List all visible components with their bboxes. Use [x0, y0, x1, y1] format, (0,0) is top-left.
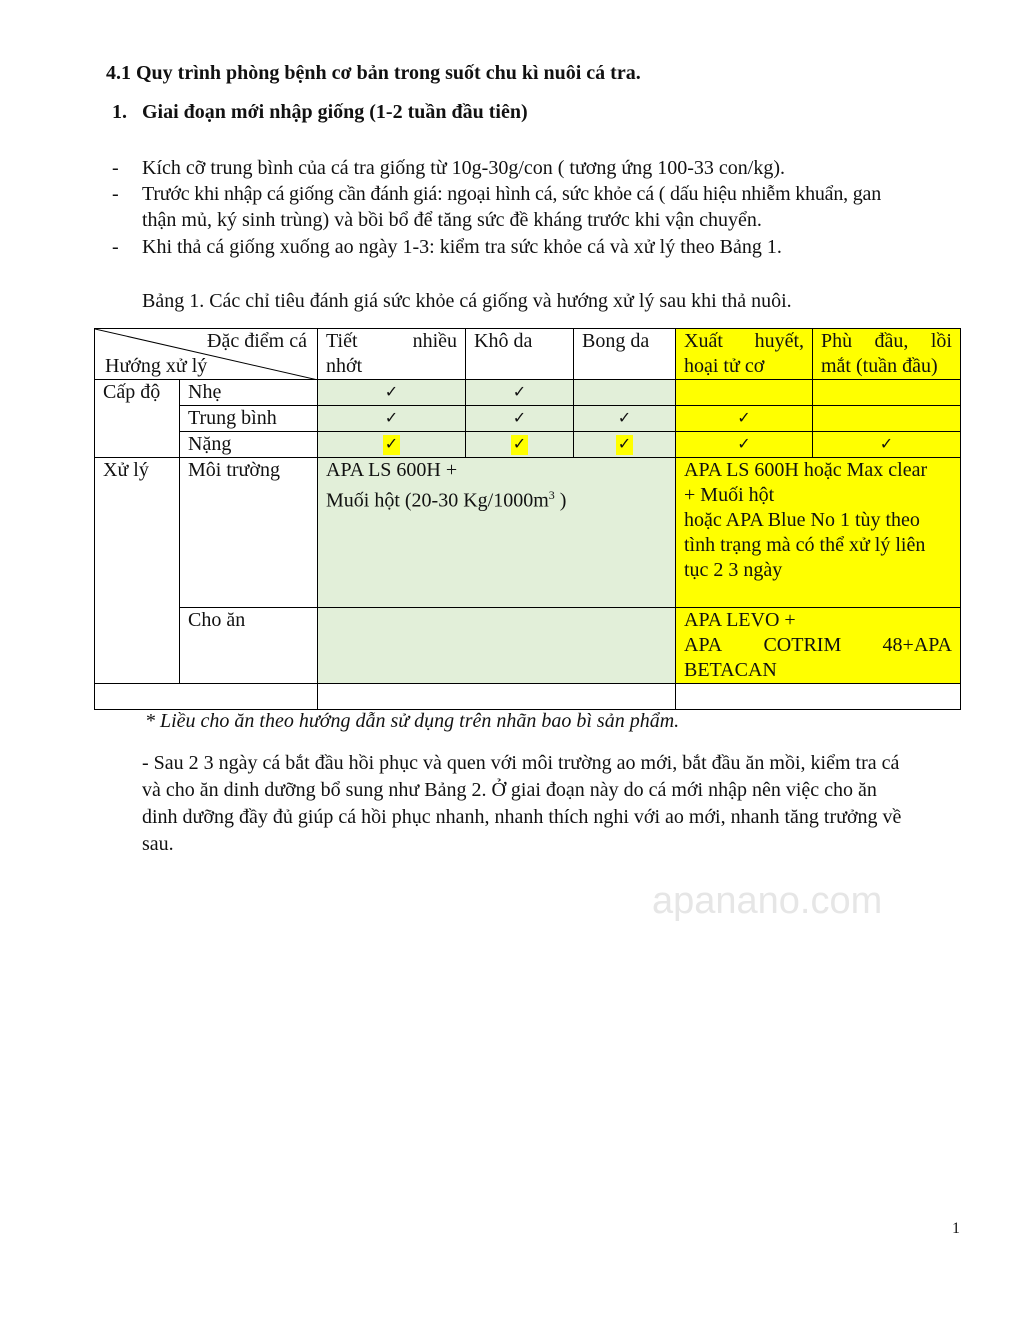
- check-mark: ✓: [384, 410, 399, 427]
- header-word: Xuất: [684, 330, 723, 352]
- treatment-line: hoặc APA Blue No 1 tùy theo: [684, 509, 920, 531]
- check-mark: ✓: [879, 436, 894, 453]
- header-bong-da: Bong da: [574, 329, 676, 380]
- empty-cell: [95, 684, 318, 710]
- feeding-label: Cho ăn: [180, 608, 318, 684]
- level-label-cell: Cấp độ: [95, 380, 180, 458]
- stage-heading: [112, 101, 528, 124]
- check-cell: [813, 406, 961, 432]
- treatment-line: APA LS 600H hoặc Max clear: [684, 459, 928, 481]
- check-cell: [676, 406, 813, 432]
- header-word: Tiết: [326, 330, 358, 352]
- stage-title: Giai đoạn mới nhập giống (1-2 tuần đầu tiên): [142, 101, 528, 123]
- check-mark: ✓: [512, 410, 527, 427]
- treatment-text: Muối hột (20-30 Kg/1000m: [326, 489, 549, 512]
- treatment-line: + Muối hột: [684, 484, 775, 506]
- treatment-text: ): [554, 489, 567, 512]
- assessment-table: [94, 328, 961, 710]
- bullet-item: Khi thả cá giống xuống ao ngày 1-3: kiểm tra sức khỏe cá và xử lý theo Bảng 1.: [142, 236, 782, 258]
- level-row-nhe: [95, 380, 961, 406]
- corner-top-label: Đặc điểm cá: [207, 330, 307, 352]
- treatment-line: [684, 633, 952, 658]
- treatment-line: APA LEVO +: [684, 609, 796, 631]
- check-mark: ✓: [512, 384, 527, 401]
- page-number: 1: [952, 1220, 960, 1237]
- header-word: huyết,: [754, 330, 804, 352]
- bullet-line: thận mủ, ký sinh trùng) và bồi bổ để tăng sức đề kháng trước khi vận chuyển.: [142, 209, 762, 231]
- table-header-row: [95, 329, 961, 380]
- check-cell: [466, 406, 574, 432]
- paragraph-line: dinh dưỡng đầy đủ giúp cá hồi phục nhanh, nhanh thích nghi với ao mới, nhanh tăng trưởng về: [142, 806, 902, 828]
- check-cell: [574, 380, 676, 406]
- level-row-trung-binh: [95, 406, 961, 432]
- watermark: apanano.com: [652, 880, 883, 922]
- check-cell: [813, 380, 961, 406]
- check-cell: [318, 432, 466, 458]
- check-cell: [466, 432, 574, 458]
- check-mark: ✓: [737, 436, 751, 453]
- check-cell: [466, 380, 574, 406]
- paragraph-line: và cho ăn dinh dưỡng bổ sung như Bảng 2. Ở giai đoạn này do cá mới nhập nên việc cho ăn: [142, 779, 877, 801]
- level-row-nang: [95, 432, 961, 458]
- bullet-line: Trước khi nhập cá giống cần đánh giá: ngoại hình cá, sức khỏe cá ( dấu hiệu nhiễm khuẩn, gan: [142, 183, 882, 205]
- header-line: mắt (tuần đầu): [821, 355, 938, 377]
- header-tiet-nhieu-nhot: [318, 329, 466, 380]
- treatment-word: COTRIM: [763, 634, 842, 656]
- check-cell: [318, 380, 466, 406]
- bullet-dash: -: [112, 183, 119, 205]
- paragraph-line: sau.: [142, 833, 174, 855]
- superscript: 3: [548, 488, 555, 502]
- bullet-dash: -: [112, 236, 119, 258]
- header-line: [821, 329, 952, 354]
- environment-row: [95, 458, 961, 608]
- bullet-item: Kích cỡ trung bình của cá tra giống từ 10g-30g/con ( tương ứng 100-33 con/kg).: [142, 157, 785, 179]
- section-title: 4.1 Quy trình phòng bệnh cơ bản trong suốt chu kì nuôi cá tra.: [106, 62, 641, 84]
- empty-cell: [318, 684, 676, 710]
- header-word: lồi: [930, 330, 952, 352]
- treatment-line: BETACAN: [684, 659, 777, 681]
- check-mark: ✓: [617, 436, 632, 453]
- header-line: [326, 329, 457, 354]
- recovery-paragraph: [142, 750, 960, 858]
- check-mark: ✓: [384, 384, 399, 401]
- stage-number: 1.: [112, 101, 127, 123]
- feeding-severe-treatment: [676, 608, 961, 684]
- paragraph-line: - Sau 2 3 ngày cá bắt đầu hồi phục và quen với môi trường ao mới, bắt đầu ăn mồi, kiểm tra cá: [142, 752, 900, 774]
- check-cell: [676, 432, 813, 458]
- treatment-word: 48+APA: [882, 634, 952, 656]
- level-name: Nhẹ: [180, 380, 318, 406]
- check-cell: [318, 406, 466, 432]
- check-mark: ✓: [512, 436, 527, 453]
- corner-bottom-label: Hướng xử lý: [105, 355, 208, 377]
- check-cell: [813, 432, 961, 458]
- treatment-label-cell: Xử lý: [95, 458, 180, 684]
- environment-severe-treatment: [676, 458, 961, 608]
- check-cell: [574, 406, 676, 432]
- check-mark: ✓: [737, 410, 751, 427]
- environment-label: Môi trường: [180, 458, 318, 608]
- environment-mild-treatment: [318, 458, 676, 608]
- header-word: Phù: [821, 330, 853, 352]
- header-line: hoại tử cơ: [684, 355, 765, 377]
- table-caption: Bảng 1. Các chỉ tiêu đánh giá sức khỏe cá giống và hướng xử lý sau khi thả nuôi.: [142, 290, 792, 312]
- treatment-word: APA: [684, 634, 723, 656]
- header-kho-da: Khô da: [466, 329, 574, 380]
- bullet-item: [142, 181, 962, 233]
- treatment-line: APA LS 600H +: [326, 459, 458, 481]
- header-xuat-huyet: [676, 329, 813, 380]
- header-phu-dau: [813, 329, 961, 380]
- feeding-row: [95, 608, 961, 684]
- bullet-dash: -: [112, 157, 119, 179]
- level-name: Nặng: [180, 432, 318, 458]
- treatment-line: tình trạng mà có thể xử lý liên: [684, 534, 926, 556]
- level-name: Trung bình: [180, 406, 318, 432]
- header-line: [684, 329, 804, 354]
- corner-header-cell: [95, 329, 318, 380]
- empty-row: [95, 684, 961, 710]
- check-cell: [574, 432, 676, 458]
- check-mark: ✓: [384, 436, 399, 453]
- treatment-line: [326, 483, 667, 514]
- header-line: nhớt: [326, 355, 363, 377]
- check-cell: [676, 380, 813, 406]
- empty-cell: [676, 684, 961, 710]
- header-word: nhiều: [412, 330, 457, 352]
- header-word: đầu,: [874, 330, 909, 352]
- treatment-line: tục 2 3 ngày: [684, 559, 783, 581]
- feeding-mild-treatment: [318, 608, 676, 684]
- dosage-note: * Liều cho ăn theo hướng dẫn sử dụng trên nhãn bao bì sản phẩm.: [145, 710, 680, 732]
- check-mark: ✓: [617, 410, 632, 427]
